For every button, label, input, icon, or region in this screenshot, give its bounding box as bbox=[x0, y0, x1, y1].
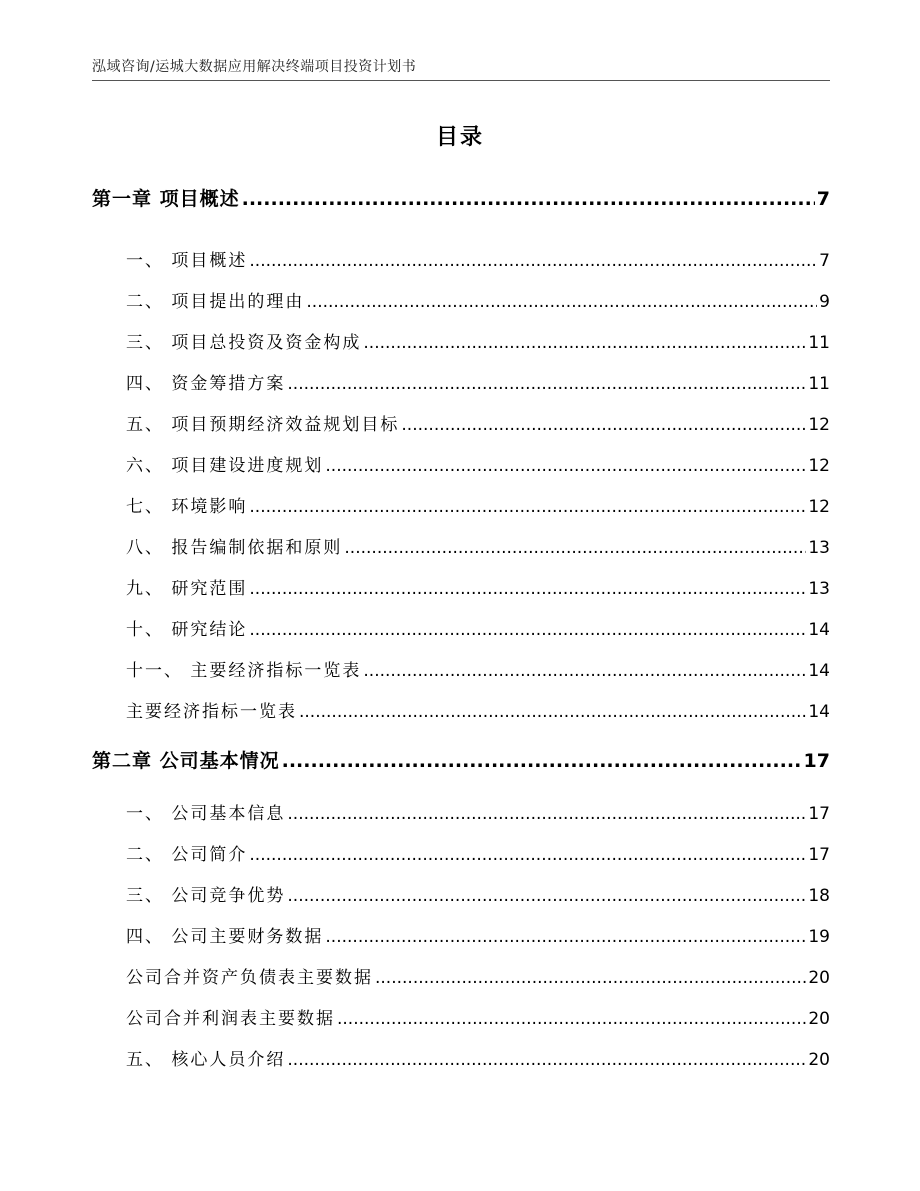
toc-entry-page: 17 bbox=[808, 804, 830, 824]
toc-entry-page: 12 bbox=[808, 497, 830, 517]
toc-section[interactable] bbox=[126, 1045, 830, 1070]
toc-entry-page: 11 bbox=[808, 374, 830, 394]
dot-leader bbox=[249, 845, 806, 865]
toc-entry-page: 7 bbox=[819, 251, 830, 271]
toc-entry-page: 12 bbox=[808, 415, 830, 435]
dot-leader bbox=[249, 497, 806, 517]
toc-entry-label: 公司合并利润表主要数据 bbox=[126, 1009, 335, 1029]
toc-section[interactable] bbox=[126, 963, 830, 988]
toc-entry-page: 7 bbox=[816, 188, 830, 210]
toc-entry-label: 六、 项目建设进度规划 bbox=[126, 456, 324, 476]
toc-chapter-2[interactable] bbox=[92, 746, 830, 773]
toc-entry-page: 18 bbox=[808, 886, 830, 906]
toc-section[interactable] bbox=[126, 533, 830, 558]
toc-entry-page: 11 bbox=[808, 333, 830, 353]
toc-entry-page: 19 bbox=[808, 927, 830, 947]
toc-section[interactable] bbox=[126, 881, 830, 906]
toc-entry-page: 17 bbox=[808, 845, 830, 865]
dot-leader bbox=[375, 968, 806, 988]
dot-leader bbox=[282, 750, 802, 772]
toc-entry-label: 一、 公司基本信息 bbox=[126, 804, 286, 824]
toc-section[interactable] bbox=[126, 287, 830, 312]
toc-section[interactable] bbox=[126, 451, 830, 476]
toc-entry-label: 四、 公司主要财务数据 bbox=[126, 927, 324, 947]
dot-leader bbox=[363, 333, 806, 353]
toc-entry-label: 公司合并资产负债表主要数据 bbox=[126, 968, 373, 988]
dot-leader bbox=[287, 374, 806, 394]
toc-entry-page: 14 bbox=[808, 702, 830, 722]
dot-leader bbox=[249, 251, 817, 271]
toc-entry-label: 二、 公司简介 bbox=[126, 845, 248, 865]
toc-entry-page: 13 bbox=[808, 538, 830, 558]
toc-section[interactable] bbox=[126, 615, 830, 640]
toc-entry-label: 第二章 公司基本情况 bbox=[92, 750, 280, 772]
toc-section[interactable] bbox=[126, 697, 830, 722]
dot-leader bbox=[325, 456, 806, 476]
toc-section[interactable] bbox=[126, 799, 830, 824]
toc-entry-page: 14 bbox=[808, 620, 830, 640]
dot-leader bbox=[401, 415, 806, 435]
dot-leader bbox=[299, 702, 806, 722]
toc-entry-label: 三、 公司竞争优势 bbox=[126, 886, 286, 906]
toc-entry-label: 八、 报告编制依据和原则 bbox=[126, 538, 343, 558]
toc-entry-label: 第一章 项目概述 bbox=[92, 188, 240, 210]
toc-entry-page: 9 bbox=[819, 292, 830, 312]
toc-entry-page: 20 bbox=[808, 1009, 830, 1029]
dot-leader bbox=[337, 1009, 806, 1029]
toc-section[interactable] bbox=[126, 492, 830, 517]
toc-entry-label: 五、 项目预期经济效益规划目标 bbox=[126, 415, 400, 435]
header-divider bbox=[92, 80, 830, 81]
dot-leader bbox=[287, 804, 806, 824]
toc-entry-label: 九、 研究范围 bbox=[126, 579, 248, 599]
toc-entry-page: 14 bbox=[808, 661, 830, 681]
toc-entry-label: 十一、 主要经济指标一览表 bbox=[126, 661, 362, 681]
toc-entry-page: 20 bbox=[808, 968, 830, 988]
toc-title: 目录 bbox=[435, 125, 484, 150]
toc-section[interactable] bbox=[126, 328, 830, 353]
toc-entry-page: 12 bbox=[808, 456, 830, 476]
dot-leader bbox=[242, 188, 815, 210]
toc-entry-label: 主要经济指标一览表 bbox=[126, 702, 297, 722]
toc-entry-page: 13 bbox=[808, 579, 830, 599]
dot-leader bbox=[363, 661, 806, 681]
dot-leader bbox=[287, 1050, 806, 1070]
running-header: 泓域咨询/运城大数据应用解决终端项目投资计划书 bbox=[92, 59, 417, 75]
toc-entry-label: 一、 项目概述 bbox=[126, 251, 248, 271]
toc-section[interactable] bbox=[126, 369, 830, 394]
toc-entry-label: 三、 项目总投资及资金构成 bbox=[126, 333, 362, 353]
dot-leader bbox=[287, 886, 806, 906]
toc-entry-label: 十、 研究结论 bbox=[126, 620, 248, 640]
toc-section[interactable] bbox=[126, 574, 830, 599]
toc-entry-page: 17 bbox=[803, 750, 830, 772]
toc-entry-label: 七、 环境影响 bbox=[126, 497, 248, 517]
toc-entry-label: 二、 项目提出的理由 bbox=[126, 292, 305, 312]
dot-leader bbox=[306, 292, 817, 312]
dot-leader bbox=[325, 927, 806, 947]
toc-entry-label: 五、 核心人员介绍 bbox=[126, 1050, 286, 1070]
dot-leader bbox=[249, 579, 806, 599]
toc-section[interactable] bbox=[126, 1004, 830, 1029]
toc-chapter-1[interactable] bbox=[92, 184, 830, 211]
toc-section[interactable] bbox=[126, 922, 830, 947]
toc-section[interactable] bbox=[126, 410, 830, 435]
toc-section[interactable] bbox=[126, 656, 830, 681]
toc-entry-label: 四、 资金筹措方案 bbox=[126, 374, 286, 394]
toc-section[interactable] bbox=[126, 840, 830, 865]
dot-leader bbox=[249, 620, 806, 640]
toc-entry-page: 20 bbox=[808, 1050, 830, 1070]
toc-section[interactable] bbox=[126, 246, 830, 271]
dot-leader bbox=[344, 538, 806, 558]
